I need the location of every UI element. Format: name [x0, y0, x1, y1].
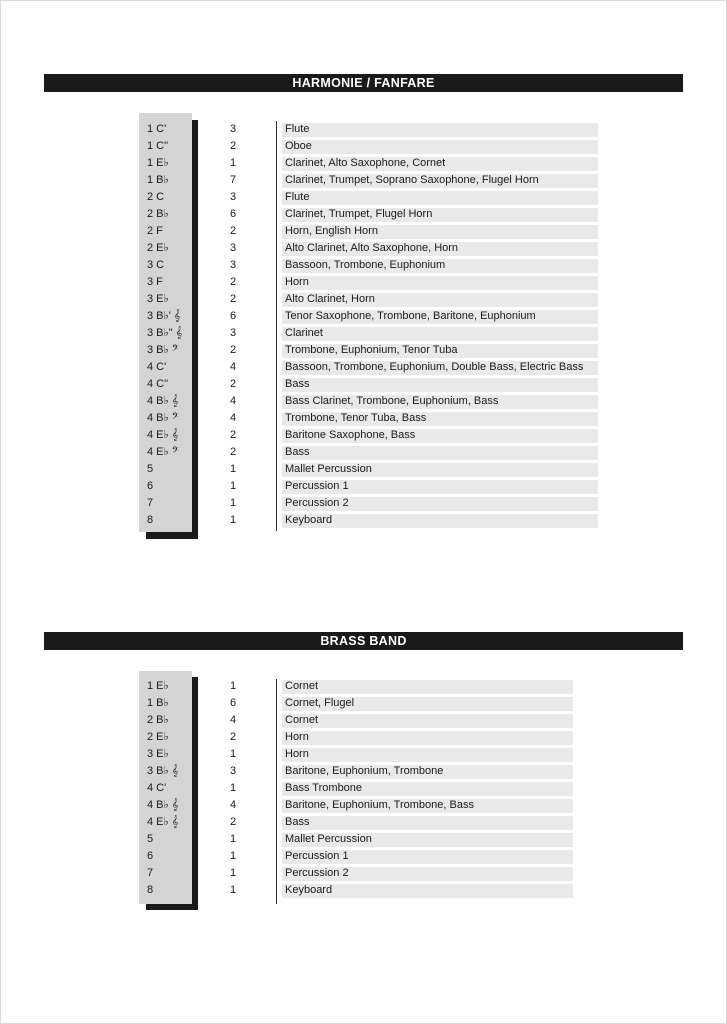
part-count: 2 — [229, 378, 237, 390]
part-count: 3 — [229, 123, 237, 135]
part-label: 2 B♭ — [147, 208, 169, 220]
instrument-list: Tenor Saxophone, Trombone, Baritone, Euphonium — [285, 310, 536, 322]
table-row — [0, 865, 727, 882]
row-background-bar — [282, 680, 573, 694]
part-label: 5 — [147, 463, 154, 475]
instrument-list: Bassoon, Trombone, Euphonium, Double Bass, Electric Bass — [285, 361, 584, 373]
row-background-bar — [282, 731, 573, 745]
instrument-list: Bass Clarinet, Trombone, Euphonium, Bass — [285, 395, 499, 407]
table-row — [0, 257, 727, 274]
part-label: 4 B♭ 𝄞 — [147, 395, 179, 407]
part-label: 1 B♭ — [147, 697, 169, 709]
instrument-list: Cornet — [285, 680, 319, 692]
section-title: BRASS BAND — [44, 632, 683, 650]
table-row — [0, 478, 727, 495]
instrument-list: Bass — [285, 446, 310, 458]
part-label: 7 — [147, 867, 154, 879]
part-label: 7 — [147, 497, 154, 509]
part-label: 2 C — [147, 191, 165, 203]
part-label: 2 F — [147, 225, 163, 237]
table-row — [0, 359, 727, 376]
part-count: 1 — [229, 157, 237, 169]
part-count: 3 — [229, 765, 237, 777]
instrument-list: Bass — [285, 378, 310, 390]
part-count: 2 — [229, 816, 237, 828]
part-count: 2 — [229, 225, 237, 237]
instrument-list: Mallet Percussion — [285, 463, 372, 475]
part-label: 4 C" — [147, 378, 169, 390]
table-row — [0, 172, 727, 189]
part-count: 2 — [229, 446, 237, 458]
part-count: 6 — [229, 310, 237, 322]
part-count: 4 — [229, 395, 237, 407]
part-count: 1 — [229, 680, 237, 692]
part-label: 3 E♭ — [147, 748, 169, 760]
part-count: 2 — [229, 276, 237, 288]
table-row — [0, 444, 727, 461]
part-label: 4 E♭ 𝄞 — [147, 816, 179, 828]
instrument-list: Bass — [285, 816, 310, 828]
instrument-list: Cornet — [285, 714, 319, 726]
instrument-list: Cornet, Flugel — [285, 697, 355, 709]
table-row — [0, 746, 727, 763]
table-row — [0, 814, 727, 831]
part-count: 4 — [229, 799, 237, 811]
row-background-bar — [282, 816, 573, 830]
table-row — [0, 308, 727, 325]
part-count: 3 — [229, 242, 237, 254]
part-count: 3 — [229, 327, 237, 339]
table-row — [0, 712, 727, 729]
table-row — [0, 155, 727, 172]
table-row — [0, 223, 727, 240]
instrument-list: Flute — [285, 123, 310, 135]
part-label: 1 C' — [147, 123, 167, 135]
table-row — [0, 291, 727, 308]
instrument-list: Clarinet — [285, 327, 323, 339]
part-label: 6 — [147, 480, 154, 492]
part-label: 3 B♭' 𝄞 — [147, 310, 181, 322]
part-label: 4 C' — [147, 782, 167, 794]
part-label: 1 E♭ — [147, 680, 169, 692]
part-count: 2 — [229, 140, 237, 152]
row-background-bar — [282, 748, 573, 762]
part-label: 2 E♭ — [147, 731, 169, 743]
instrument-list: Baritone, Euphonium, Trombone, Bass — [285, 799, 474, 811]
part-count: 3 — [229, 259, 237, 271]
part-label: 1 C" — [147, 140, 169, 152]
instrument-list: Percussion 1 — [285, 850, 349, 862]
table-row — [0, 882, 727, 899]
part-count: 6 — [229, 697, 237, 709]
row-background-bar — [282, 140, 598, 154]
part-count: 2 — [229, 429, 237, 441]
row-background-bar — [282, 123, 598, 137]
table-row — [0, 695, 727, 712]
instrument-list: Mallet Percussion — [285, 833, 372, 845]
part-count: 1 — [229, 867, 237, 879]
part-count: 1 — [229, 480, 237, 492]
part-count: 1 — [229, 748, 237, 760]
table-row — [0, 678, 727, 695]
part-count: 1 — [229, 833, 237, 845]
table-row — [0, 393, 727, 410]
part-count: 1 — [229, 850, 237, 862]
part-count: 1 — [229, 497, 237, 509]
instrument-list: Keyboard — [285, 884, 333, 896]
section-title: HARMONIE / FANFARE — [44, 74, 683, 92]
part-label: 6 — [147, 850, 154, 862]
part-label: 4 B♭ 𝄞 — [147, 799, 179, 811]
table-row — [0, 325, 727, 342]
row-background-bar — [282, 191, 598, 205]
part-count: 1 — [229, 514, 237, 526]
part-label: 3 E♭ — [147, 293, 169, 305]
table-row — [0, 410, 727, 427]
part-label: 3 B♭ 𝄞 — [147, 765, 179, 777]
part-count: 1 — [229, 782, 237, 794]
part-count: 1 — [229, 463, 237, 475]
instrument-list: Bass Trombone — [285, 782, 363, 794]
part-label: 3 B♭" 𝄞 — [147, 327, 183, 339]
table-row — [0, 763, 727, 780]
part-label: 4 B♭ 𝄢 — [147, 412, 179, 424]
instrument-list: Clarinet, Trumpet, Soprano Saxophone, Flugel Horn — [285, 174, 539, 186]
table-row — [0, 206, 727, 223]
part-count: 3 — [229, 191, 237, 203]
table-row — [0, 427, 727, 444]
instrument-list: Alto Clarinet, Alto Saxophone, Horn — [285, 242, 459, 254]
part-label: 4 E♭ 𝄞 — [147, 429, 179, 441]
part-label: 8 — [147, 884, 154, 896]
table-row — [0, 797, 727, 814]
part-count: 2 — [229, 293, 237, 305]
instrument-list: Keyboard — [285, 514, 333, 526]
table-row — [0, 780, 727, 797]
instrument-list: Percussion 2 — [285, 497, 349, 509]
part-label: 4 C' — [147, 361, 167, 373]
instrument-list: Baritone Saxophone, Bass — [285, 429, 416, 441]
part-label: 2 E♭ — [147, 242, 169, 254]
table-row — [0, 240, 727, 257]
instrument-list: Alto Clarinet, Horn — [285, 293, 375, 305]
row-background-bar — [282, 327, 598, 341]
row-background-bar — [282, 378, 598, 392]
instrument-list: Horn — [285, 731, 309, 743]
instrument-list: Flute — [285, 191, 310, 203]
instrument-list: Trombone, Tenor Tuba, Bass — [285, 412, 427, 424]
instrument-list: Clarinet, Trumpet, Flugel Horn — [285, 208, 433, 220]
instrument-list: Percussion 2 — [285, 867, 349, 879]
part-label: 2 B♭ — [147, 714, 169, 726]
part-count: 1 — [229, 884, 237, 896]
instrument-list: Trombone, Euphonium, Tenor Tuba — [285, 344, 458, 356]
table-row — [0, 121, 727, 138]
part-count: 4 — [229, 714, 237, 726]
table-row — [0, 848, 727, 865]
instrument-list: Horn — [285, 748, 309, 760]
part-label: 1 B♭ — [147, 174, 169, 186]
part-count: 6 — [229, 208, 237, 220]
part-label: 1 E♭ — [147, 157, 169, 169]
row-background-bar — [282, 446, 598, 460]
table-row — [0, 461, 727, 478]
part-count: 7 — [229, 174, 237, 186]
table-row — [0, 831, 727, 848]
table-row — [0, 376, 727, 393]
table-row — [0, 729, 727, 746]
part-label: 3 C — [147, 259, 165, 271]
instrument-list: Baritone, Euphonium, Trombone — [285, 765, 444, 777]
part-label: 8 — [147, 514, 154, 526]
part-count: 2 — [229, 731, 237, 743]
part-count: 2 — [229, 344, 237, 356]
table-row — [0, 189, 727, 206]
instrument-list: Percussion 1 — [285, 480, 349, 492]
table-row — [0, 495, 727, 512]
instrument-list: Bassoon, Trombone, Euphonium — [285, 259, 446, 271]
row-background-bar — [282, 714, 573, 728]
part-label: 5 — [147, 833, 154, 845]
table-row — [0, 342, 727, 359]
row-background-bar — [282, 276, 598, 290]
table-row — [0, 274, 727, 291]
table-row — [0, 138, 727, 155]
instrument-list: Oboe — [285, 140, 312, 152]
part-label: 3 B♭ 𝄢 — [147, 344, 179, 356]
part-count: 4 — [229, 361, 237, 373]
instrument-list: Clarinet, Alto Saxophone, Cornet — [285, 157, 446, 169]
part-label: 4 E♭ 𝄢 — [147, 446, 179, 458]
instrument-list: Horn — [285, 276, 309, 288]
instrument-list: Horn, English Horn — [285, 225, 378, 237]
table-row — [0, 512, 727, 529]
part-count: 4 — [229, 412, 237, 424]
part-label: 3 F — [147, 276, 163, 288]
